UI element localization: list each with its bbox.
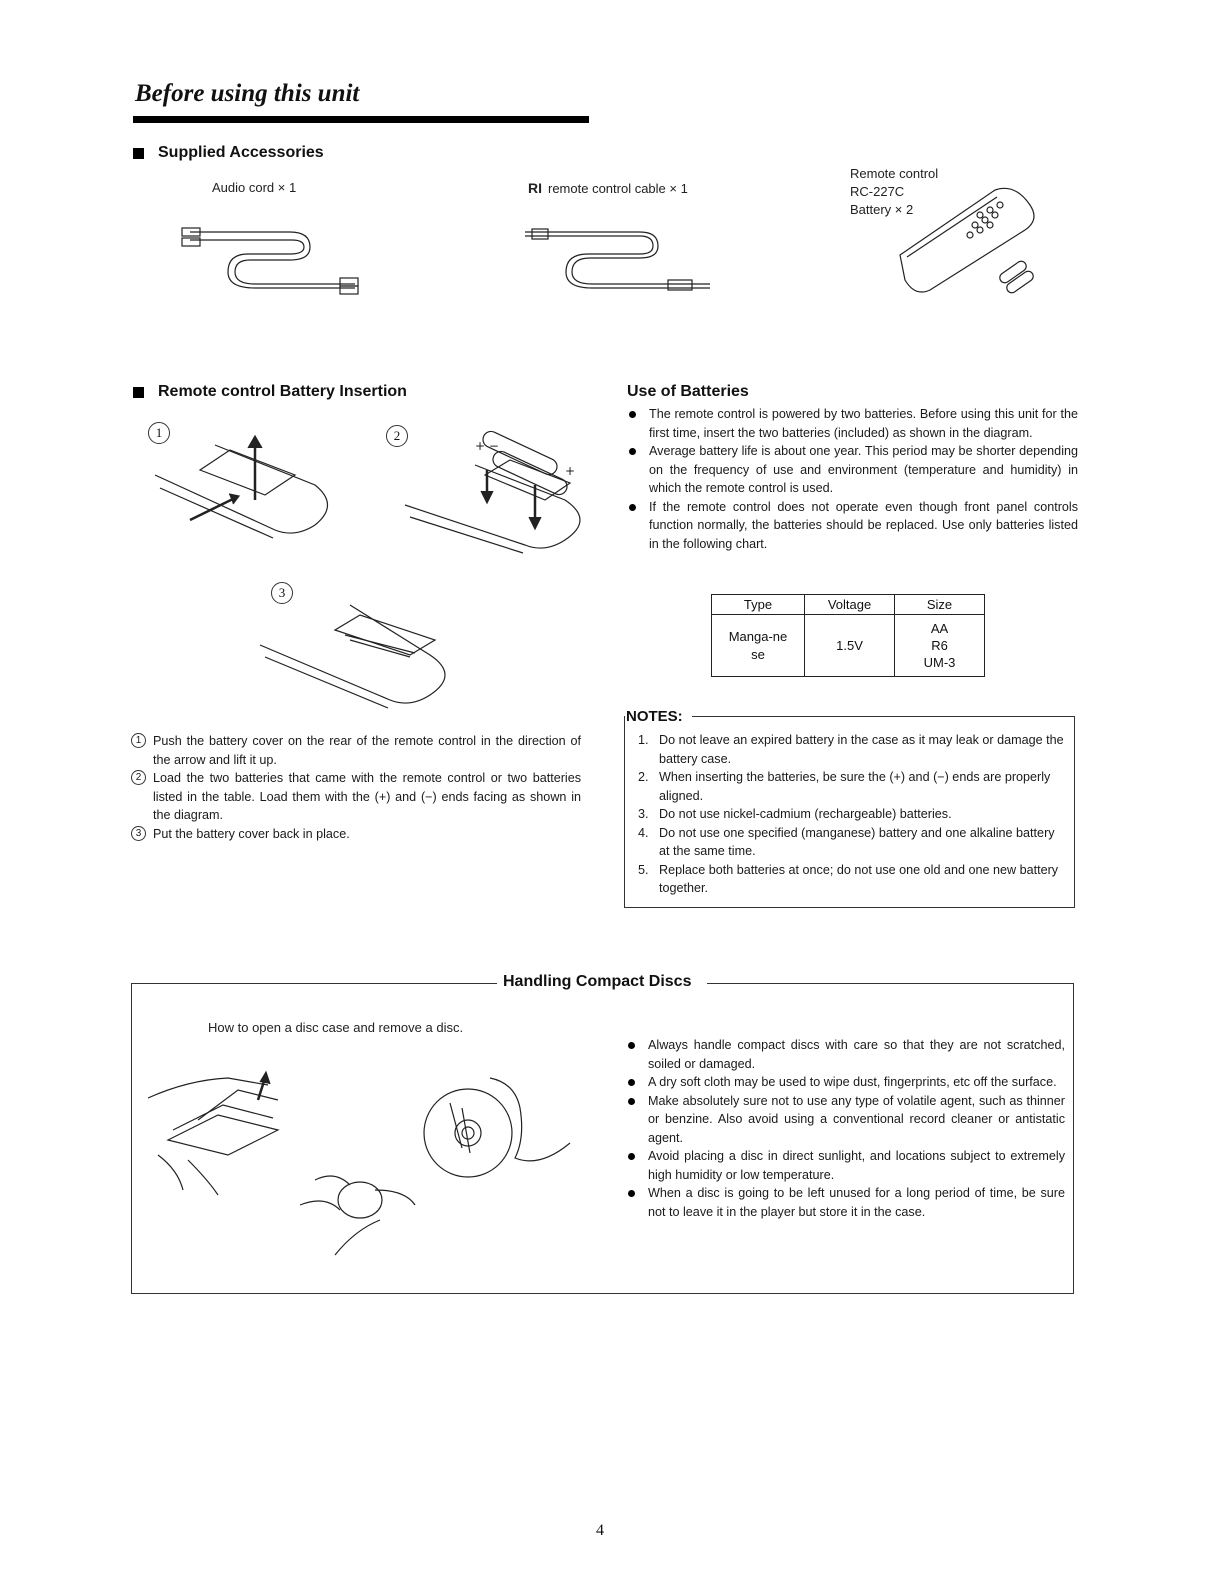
discs-heading: Handling Compact Discs: [503, 973, 692, 990]
ri-cable-label: [528, 180, 688, 196]
list-item: Avoid placing a disc in direct sunlight, and locations subject to extremely high humidity or low temperature.: [625, 1147, 1065, 1184]
svg-text:+ −: + −: [475, 439, 499, 453]
battery-table: [711, 594, 985, 677]
list-item: 3 Put the battery cover back in place.: [131, 825, 581, 844]
step-2-illustration: [405, 425, 595, 555]
list-item: If the remote control does not operate even though front panel controls function normally, the batteries should be replaced. Use only batteries listed in the following chart.: [626, 498, 1078, 554]
step-1-illustration: [155, 430, 355, 540]
audio-cord-label: Audio cord × 1: [212, 180, 297, 195]
step-3-marker: 3: [271, 582, 293, 604]
svg-text:+: +: [565, 464, 576, 478]
insertion-steps: [131, 732, 581, 843]
square-bullet-icon: [133, 148, 144, 159]
list-item: The remote control is powered by two batteries. Before using this unit for the first time, insert the two batteries (included) as shown in the diagram.: [626, 405, 1078, 442]
ri-cable-illustration: [520, 222, 720, 290]
step-2-marker: 2: [386, 425, 408, 447]
notes-heading: NOTES:: [626, 708, 687, 725]
list-item: 2 Load the two batteries that came with the remote control or two batteries listed in the table. Load them with the (+) and (−) ends facing as shown in the diagram.: [131, 769, 581, 825]
discs-top-rule-right: [707, 983, 1074, 984]
audio-cord-illustration: [180, 222, 370, 292]
list-item: 5. Replace both batteries at once; do not use one old and one new battery together.: [638, 862, 1059, 895]
ri-logo: RI: [528, 180, 542, 196]
table-cell-type: Manga-nese: [712, 615, 805, 677]
step-1-marker: 1: [148, 422, 170, 444]
page-title: Before using this unit: [135, 80, 360, 107]
accessories-heading: Supplied Accessories: [133, 144, 324, 162]
list-item: 4. Do not use one specified (manganese) battery and one alkaline battery at the same time.: [638, 825, 1055, 858]
ri-cable-text: remote control cable × 1: [548, 181, 688, 196]
discs-list: [625, 1036, 1065, 1221]
use-of-batteries-heading: Use of Batteries: [627, 383, 749, 400]
discs-top-rule-left: [131, 983, 497, 984]
list-item: Make absolutely sure not to use any type of volatile agent, such as thinner or benzine. Also avoid using a conventional record cleaner or antistatic agent.: [625, 1092, 1065, 1148]
table-cell-voltage: 1.5V: [805, 615, 895, 677]
list-item: A dry soft cloth may be used to wipe dust, fingerprints, etc off the surface.: [625, 1073, 1065, 1092]
notes-top-rule: [692, 716, 1075, 717]
list-item: 3. Do not use nickel-cadmium (rechargeable) batteries.: [638, 807, 952, 821]
list-item: 1. Do not leave an expired battery in the case as it may leak or damage the battery case.: [638, 733, 1064, 766]
table-header-size: Size: [895, 595, 985, 615]
list-item: Always handle compact discs with care so that they are not scratched, soiled or damaged.: [625, 1036, 1065, 1073]
discs-caption: How to open a disc case and remove a disc.: [208, 1020, 464, 1035]
remote-label: Remote control RC-227C Battery × 2: [850, 166, 939, 217]
page-number: 4: [596, 1522, 604, 1539]
list-item: 1 Push the battery cover on the rear of the remote control in the direction of the arrow and lift it up.: [131, 732, 581, 769]
disc-case-illustration: [148, 1060, 298, 1195]
table-cell-size: AA R6 UM-3: [895, 615, 985, 677]
list-item: 2. When inserting the batteries, be sure the (+) and (−) ends are properly aligned.: [638, 770, 1051, 803]
list-item: Average battery life is about one year. This period may be shorter depending on the frequency of use and environment (temperature and humidity) in which the remote control is used.: [626, 442, 1078, 498]
square-bullet-icon: [133, 387, 144, 398]
insertion-heading: Remote control Battery Insertion: [133, 383, 407, 401]
step-3-illustration: [260, 605, 475, 710]
notes-list: [626, 731, 1066, 898]
list-item: When a disc is going to be left unused for a long period of time, be sure not to leave it in the player but store it in the case.: [625, 1184, 1065, 1221]
table-header-type: Type: [712, 595, 805, 615]
title-rule: [133, 116, 589, 123]
disc-hold-illustration: [420, 1068, 570, 1188]
table-header-voltage: Voltage: [805, 595, 895, 615]
remote-control-illustration: [895, 185, 1045, 295]
disc-remove-illustration: [295, 1160, 420, 1260]
battery-use-list: [626, 405, 1078, 553]
